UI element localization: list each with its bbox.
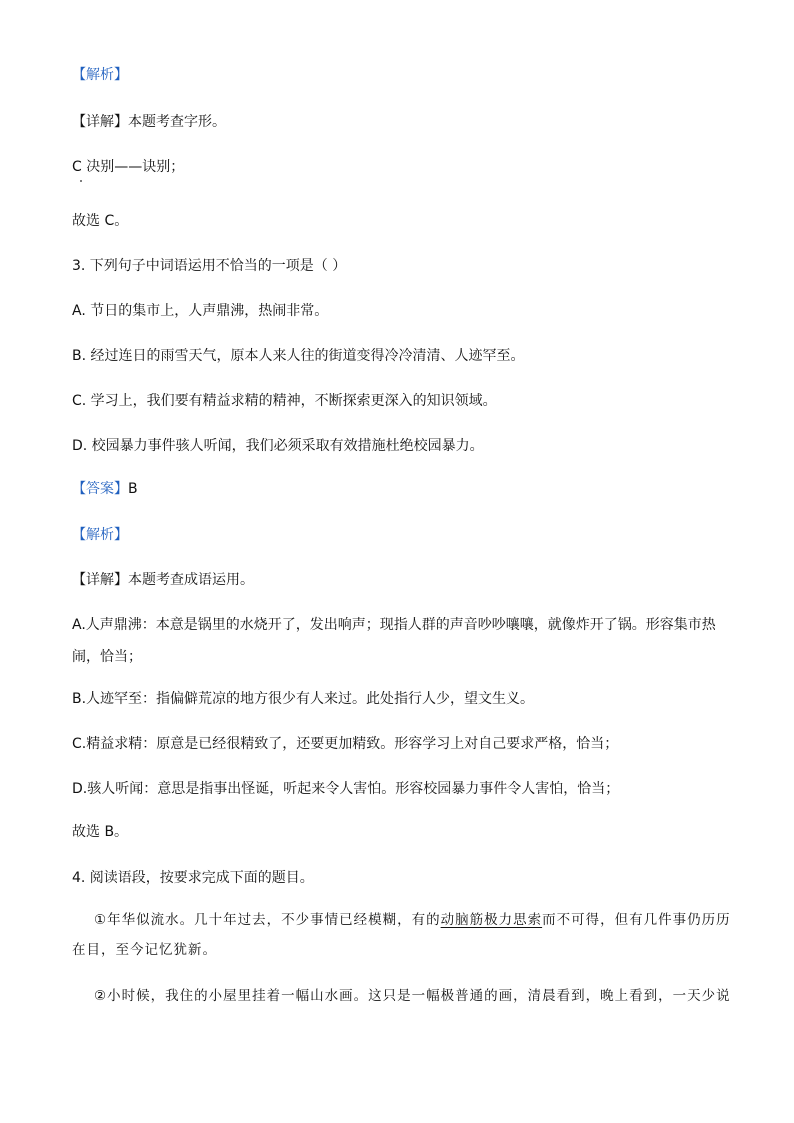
question-stem: 3. 下列句子中词语运用不恰当的一项是（ ）: [72, 258, 347, 274]
detail-text: 本题考查成语运用。: [128, 572, 254, 588]
stray-dot: [80, 180, 82, 182]
explanation-b: B.人迹罕至：指偏僻荒凉的地方很少有人来过。此处指行人少，望文生义。: [72, 691, 535, 707]
option-b: B. 经过连日的雨雪天气，原本人来人往的街道变得冷冷清清、人迹罕至。: [72, 348, 525, 364]
explanation-a: A.人声鼎沸：本意是锅里的水烧开了，发出响声；现指人群的声音吵吵嚷嚷，就像炸开了锅。形容集市热闹，恰当；: [72, 617, 716, 665]
question-stem: 4. 阅读语段，按要求完成下面的题目。: [72, 870, 314, 886]
answer-value: B: [128, 481, 138, 497]
detail-line: [72, 571, 254, 589]
analysis-label: 【解析】: [72, 527, 128, 543]
paragraph-text: 小时候，我住的小屋里挂着一幅山水画。这只是一幅极普通的画，清晨看到，晚上看到，一天少说: [107, 988, 731, 1004]
paragraph-text: 年华似流水。几十年过去，不少事情已经模糊，有的: [107, 912, 441, 928]
paragraph-number: ①: [94, 912, 108, 928]
underlined-phrase: 动脑筋极力思索: [440, 912, 543, 928]
correction-line: C 决别——诀别；: [72, 159, 185, 175]
paragraph-number: ②: [94, 988, 108, 1004]
answer-label: 【答案】: [72, 481, 128, 497]
passage-paragraph-1: [72, 905, 732, 965]
detail-label: 【详解】: [72, 114, 128, 130]
answer-line: [72, 480, 138, 498]
option-a: A. 节日的集市上，人声鼎沸，热闹非常。: [72, 303, 329, 319]
conclusion-line: 故选 C。: [72, 213, 129, 229]
detail-label: 【详解】: [72, 572, 128, 588]
option-d: D. 校园暴力事件骇人听闻，我们必须采取有效措施杜绝校园暴力。: [72, 438, 484, 454]
paragraph-text: 而不可得，但有几件事仍历历在目，至今记忆犹新。: [72, 912, 731, 958]
explanation-c: C.精益求精：原意是已经很精致了，还要更加精致。形容学习上对自己要求严格，恰当；: [72, 736, 619, 752]
conclusion-line: 故选 B。: [72, 824, 129, 840]
option-c: C. 学习上，我们要有精益求精的精神，不断探索更深入的知识领域。: [72, 393, 497, 409]
detail-line: [72, 113, 226, 131]
passage-paragraph-2: [72, 981, 732, 1011]
analysis-label: 【解析】: [72, 67, 128, 83]
detail-text: 本题考查字形。: [128, 114, 226, 130]
explanation-d: D.骇人听闻：意思是指事出怪诞，听起来令人害怕。形容校园暴力事件令人害怕，恰当；: [72, 781, 620, 797]
